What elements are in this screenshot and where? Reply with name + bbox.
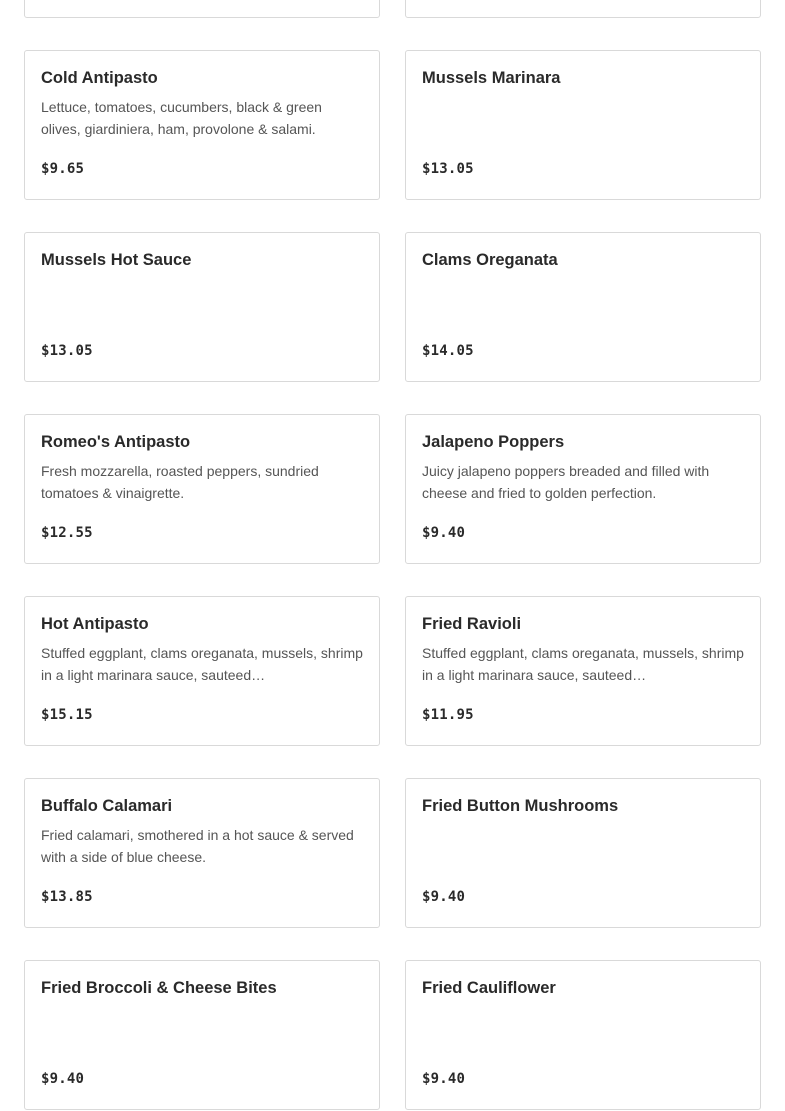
menu-item-name: Fried Broccoli & Cheese Bites [41,979,277,997]
menu-item-card[interactable] [24,596,380,746]
menu-item-card[interactable] [24,414,380,564]
menu-item-card[interactable] [24,232,380,382]
menu-item-price: $9.65 [41,161,85,177]
menu-item-card[interactable] [405,0,761,18]
menu-item-description: Fried calamari, smothered in a hot sauce & served with a side of blue cheese. [41,827,354,865]
menu-item-name: Clams Oreganata [422,251,558,269]
menu-item-description: Lettuce, tomatoes, cucumbers, black & green olives, giardiniera, ham, provolone & salami. [41,99,322,137]
menu-item-price: $9.40 [41,1071,85,1087]
menu-item-name: Fried Cauliflower [422,979,556,997]
menu-item-name: Buffalo Calamari [41,797,173,815]
menu-item-name: Fried Button Mushrooms [422,797,619,815]
menu-item-name: Hot Antipasto [41,615,149,633]
menu-item-price: $13.85 [41,889,93,905]
menu-item-description: Fresh mozzarella, roasted peppers, sundried tomatoes & vinaigrette. [41,463,319,501]
menu-item-card[interactable] [405,960,761,1110]
menu-item-card[interactable] [24,50,380,200]
menu-item-price: $9.40 [422,525,466,541]
menu-item-card[interactable] [24,0,380,18]
menu-item-card[interactable] [405,232,761,382]
menu-item-price: $14.05 [422,343,474,359]
menu-item-card[interactable] [405,596,761,746]
menu-item-price: $9.40 [422,889,466,905]
menu-item-card[interactable] [405,50,761,200]
menu-item-name: Romeo's Antipasto [41,433,191,451]
menu-item-card[interactable] [405,414,761,564]
menu-item-name: Mussels Marinara [422,69,561,87]
menu-item-price: $12.55 [41,525,93,541]
menu-item-card[interactable] [405,778,761,928]
menu-item-card[interactable] [24,778,380,928]
menu-item-name: Cold Antipasto [41,69,158,87]
menu-item-description: Stuffed eggplant, clams oreganata, mussels, shrimp in a light marinara sauce, sauteed… [422,645,744,683]
menu-item-name: Fried Ravioli [422,615,522,633]
menu-item-name: Mussels Hot Sauce [41,251,192,269]
menu-item-price: $9.40 [422,1071,466,1087]
menu-item-description: Stuffed eggplant, clams oreganata, mussels, shrimp in a light marinara sauce, sauteed… [41,645,363,683]
menu-item-description: Juicy jalapeno poppers breaded and filled with cheese and fried to golden perfection. [422,463,710,501]
menu-item-price: $11.95 [422,707,474,723]
menu-items-grid [24,0,761,1110]
menu-item-price: $15.15 [41,707,93,723]
menu-item-name: Jalapeno Poppers [422,433,565,451]
menu-item-card[interactable] [24,960,380,1110]
menu-item-price: $13.05 [422,161,474,177]
menu-item-price: $13.05 [41,343,93,359]
